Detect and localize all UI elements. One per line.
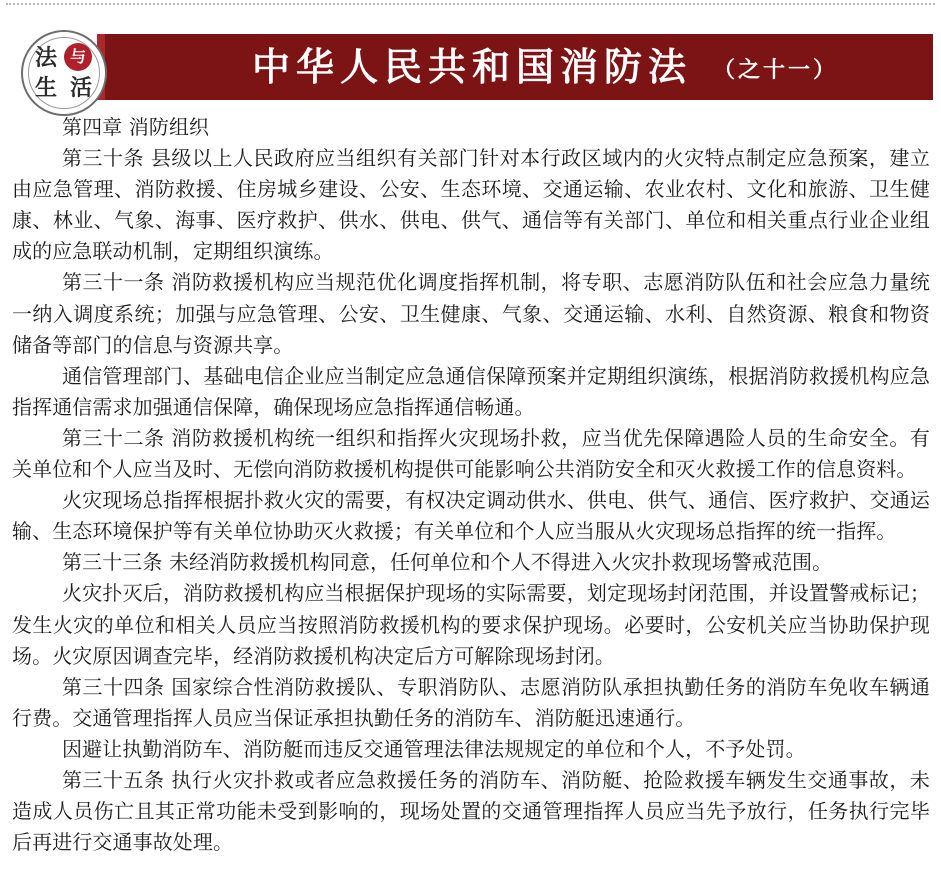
chapter-heading: 第四章 消防组织 <box>62 115 210 139</box>
top-dotted-border <box>6 3 935 5</box>
article-35: 第三十五条 执行火灾扑救或者应急救援任务的消防车、消防艇、抢险救援车辆发生交通事故，未造成人员伤亡且其正常功能未受到影响的，现场处置的交通管理指挥人员应当先予放行，任务执行完毕后再进行交通事故处理。 <box>12 767 930 855</box>
article-34: 第三十四条 国家综合性消防救援队、专职消防队、志愿消防队承担执勤任务的消防车免收车辆通行费。交通管理指挥人员应当保证承担执勤任务的消防车、消防艇迅速通行。 <box>12 674 930 730</box>
article-31: 第三十一条 消防救援机构应当规范优化调度指挥机制，将专职、志愿消防队伍和社会应急力量统一纳入调度系统；加强与应急管理、公安、卫生健康、气象、交通运输、水利、自然资源、粮食和物资储备等部门的信息与资源共享。 <box>12 270 930 357</box>
column-logo-badge <box>21 30 107 116</box>
article-30: 第三十条 县级以上人民政府应当组织有关部门针对本行政区域内的火灾特点制定应急预案，建立由应急管理、消防救援、住房城乡建设、公安、生态环境、交通运输、农业农村、文化和旅游、卫生健康、林业、气象、海事、医疗救护、供水、供电、供气、通信等有关部门、单位和相关重点行业企业组成的应急联动机制，定期组织演练。 <box>12 146 930 264</box>
badge-char-3: 生 <box>35 75 58 101</box>
article-31-para-2: 通信管理部门、基础电信企业应当制定应急通信保障预案并定期组织演练，根据消防救援机构应急指挥通信需求加强通信保障，确保现场应急指挥通信畅通。 <box>12 363 930 419</box>
article-32-para-2: 火灾现场总指挥根据扑救火灾的需要，有权决定调动供水、供电、供气、通信、医疗救护、交通运输、生态环境保护等有关单位协助灭火救援；有关单位和个人应当服从火灾现场总指挥的统一指挥。 <box>12 488 930 544</box>
title-banner <box>97 34 933 100</box>
page-title: 中华人民共和国消防法 <box>252 45 693 89</box>
badge-char-1: 法 <box>35 45 58 71</box>
article-32: 第三十二条 消防救援机构统一组织和指挥火灾现场扑救，应当优先保障遇险人员的生命安全。有关单位和个人应当及时、无偿向消防救援机构提供可能影响公共消防安全和灭火救援工作的信息资料。 <box>12 425 930 482</box>
badge-char-4: 活 <box>70 75 93 101</box>
badge-char-2: 与 <box>64 43 92 71</box>
article-33-para-2: 火灾扑灭后，消防救援机构应当根据保护现场的实际需要，划定现场封闭范围，并设置警戒标记；发生火灾的单位和相关人员应当按照消防救援机构的要求保护现场。必要时，公安机关应当协助保护现场。火灾原因调查完毕，经消防救援机构决定后方可解除现场封闭。 <box>12 581 930 668</box>
article-34-para-2: 因避让执勤消防车、消防艇而违反交通管理法律法规规定的单位和个人，不予处罚。 <box>62 736 806 761</box>
article-33: 第三十三条 未经消防救援机构同意，任何单位和个人不得进入火灾扑救现场警戒范围。 <box>62 550 833 575</box>
article-body <box>12 112 930 858</box>
page-subtitle: （之十一） <box>713 58 839 83</box>
